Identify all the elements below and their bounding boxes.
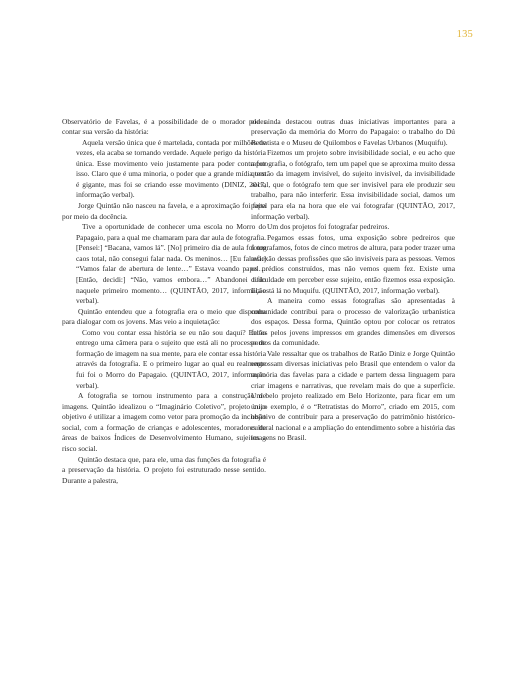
block-quote: Como vou contar essa história se eu não sou daqui? Então entrego uma câmera para o sujeito que está ali no processo de formação de imagem na sua mente, para ele contar essa história através da fotografia. E o primeiro lugar ao qual eu realmente fui foi o Morro do Papagaio. (QUINTÃO, 2017, informação verbal). [76,327,266,390]
paragraph: ele ainda destacou outras duas iniciativas importantes para a preservação da memória do Morro do Papagaio: o trabalho do Dú Retratista e o Museu de Quilombos e Favelas Urbanos (Muquifu). [251,116,455,147]
left-column [62,117,266,487]
paragraph: Quintão destaca que, para ele, uma das funções da fotografia é a preservação da história. O projeto foi estruturado nesse sentido. Durante a palestra, [62,454,266,485]
page-number: 135 [456,29,473,40]
block-quote: Aquela versão única que é martelada, contada por milhões de vezes, ela acaba se tornando verdade. Aquele perigo da história única. Esse movimento veio justamente para poder contrapor isso. Claro que é uma minoria, o poder que a grande mídia tem é gigante, mas foi se criando esse movimento (DINIZ, 2017, informação verbal). [76,137,266,200]
right-column [251,117,455,444]
block-quote: Tive a oportunidade de conhecer uma escola no Morro do Papagaio, para a qual me chamaram para dar aula de fotografia. [Pensei:] “Bacana, vamos lá”. [No] primeiro dia de aula foi um caos total, não consegui falar nada. Os meninos… [Eu falava:] “Vamos falar de abertura de lente…” Estava voando papel… [Então, decidi:] “Não, vamos embora…” Abandonei tudo naquele primeiro momento… (QUINTÃO, 2017, informação verbal). [76,222,266,306]
block-quote: Pegamos essas fotos, uma exposição sobre pedreiros que fotografamos, fotos de cinco metros de altura, para poder trazer uma reflexão dessas profissões que são invisíveis para as pessoas. Vemos os prédios construídos, mas não vemos quem fez. Existe uma dificuldade em perceber esse sujeito, então fizemos essa exposição. Ela está lá no Muquifu. (QUINTÃO, 2017, informação verbal). [251,232,455,295]
paragraph: Observatório de Favelas, é a possibilidade de o morador poder contar sua versão da história: [62,116,266,137]
paragraph: A fotografia se tornou instrumento para a construção de imagens. Quintão idealizou o “Imaginário Coletivo”, projeto cujo objetivo é utilizar a imagem como vetor para promoção da inclusão social, com a formação de crianças e adolescentes, moradores de áreas de baixos Índices de Desenvolvimento Humano, sujeitos a risco social. [62,391,266,453]
paragraph: Vale ressaltar que os trabalhos de Ratão Diniz e Jorge Quintão engrossam diversas iniciativas pelo Brasil que entendem o valor da memória das favelas para a cidade e partem dessa linguagem para criar imagens e narrativas, que revelam mais do que a superfície. Um belo projeto realizado em Belo Horizonte, para ficar em um único exemplo, é o “Retratistas do Morro”, criado em 2015, com objetivo de contribuir para a preservação do patrimônio histórico-cultural nacional e a ampliação do entendimento sobre a história das imagens no Brasil. [251,348,455,443]
paragraph: Um dos projetos foi fotografar pedreiros. [267,222,390,232]
paragraph: A maneira como essas fotografias são apresentadas à comunidade contribui para o processo de valorização urbanística dos espaços. Dessa forma, Quintão optou por colocar os retratos feitos pelos jovens impressos em grandes dimensões em diversos pontos da comunidade. [251,296,455,348]
block-quote: Fizemos um projeto sobre invisibilidade social, e eu acho que a fotografia, o fotógrafo, tem um papel que se aproxima muito dessa questão da imagem invisível, do sujeito invisível, da invisibilidade social, que o fotógrafo tem que ser invisível para ele produzir seu trabalho, para não interferir. Essa invisibilidade social, damos um papel para ela na hora que ele vai fotografar (QUINTÃO, 2017, informação verbal). [251,148,455,221]
paragraph: Jorge Quintão não nasceu na favela, e a aproximação foi feita por meio da docência. [62,201,266,221]
paragraph: Quintão entendeu que a fotografia era o meio que dispunha para dialogar com os jovens. Mas veio a inquietação: [62,306,266,327]
